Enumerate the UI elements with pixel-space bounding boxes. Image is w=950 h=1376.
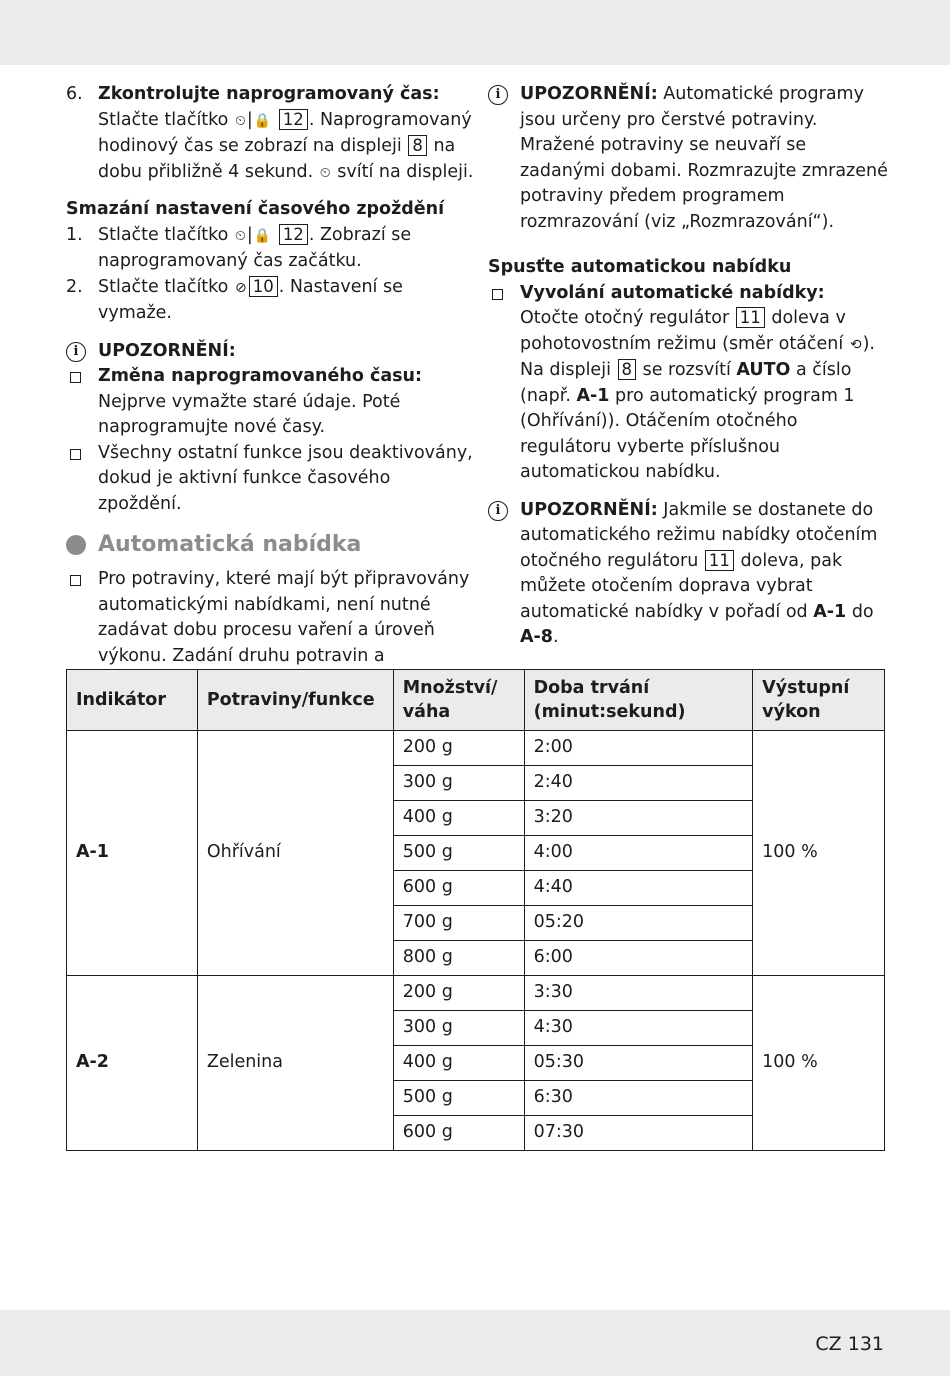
duration-cell: 4:30	[524, 1011, 753, 1046]
table-row	[67, 976, 885, 1011]
square-bullet-icon	[70, 449, 81, 460]
section-bullet: Pro potraviny, které mají být připravovány automatickými nabídkami, není nutné zadávat dobu procesu vaření a úroveň výkonu. Zadání druhu potravin a	[66, 567, 476, 695]
indicator-cell: A-1	[67, 731, 198, 976]
delete-step-2: 2. Stlačte tlačítko ⊘ 10 . Nastavení se vymaže.	[66, 276, 403, 323]
header-duration: Doba trvání (minut:sekund)	[524, 670, 753, 731]
table-header-row	[67, 670, 885, 731]
start-bullet: Vyvolání automatické nabídky: Otočte otočný regulátor 11 doleva v pohotovostním režimu (směr otáčení ⟲). Na displeji 8 se rozsvítí AUTO a číslo (např. A-1 pro automatický program 1 (Ohřívání)). Otáčením otočného regulátoru vyberte příslušnou automatickou nabídku.	[488, 281, 888, 486]
square-bullet-icon	[70, 372, 81, 383]
note-1-bullet-2: Všechny ostatní funkce jsou deaktivovány, dokud je aktivní funkce časového zpoždění.	[66, 441, 476, 518]
stop-icon: ⊘	[234, 279, 247, 296]
timer-icon: ⏲	[234, 112, 246, 129]
rotate-icon: ⟲	[849, 336, 862, 353]
amount-cell: 300 g	[393, 1011, 524, 1046]
info-icon: i	[488, 501, 508, 521]
power-cell: 100 %	[753, 976, 885, 1151]
amount-cell: 700 g	[393, 906, 524, 941]
square-bullet-icon	[70, 575, 81, 586]
step-6: 6. Zkontrolujte naprogramovaný čas: Stlačte tlačítko ⏲|🔒 12 . Naprogramovaný hodinový čas se zobrazí na displeji 8 na dobu přibližně 4 sekund. ⏲ svítí na displeji.	[66, 82, 476, 186]
info-icon: i	[66, 342, 86, 362]
duration-cell: 2:40	[524, 766, 753, 801]
auto-menu-table	[66, 669, 885, 1151]
power-cell: 100 %	[753, 731, 885, 976]
table-body	[67, 731, 885, 1151]
duration-cell: 05:30	[524, 1046, 753, 1081]
note-1-bullet-1: Změna naprogramovaného času: Nejprve vymažte staré údaje. Poté naprogramujte nové časy.	[66, 364, 476, 441]
footer-bar	[0, 1310, 950, 1376]
amount-cell: 200 g	[393, 976, 524, 1011]
duration-cell: 6:30	[524, 1081, 753, 1116]
amount-cell: 800 g	[393, 941, 524, 976]
header-amount: Množství/ váha	[393, 670, 524, 731]
amount-cell: 200 g	[393, 731, 524, 766]
amount-cell: 300 g	[393, 766, 524, 801]
timer-icon: ⏲	[319, 164, 331, 181]
amount-cell: 500 g	[393, 1081, 524, 1116]
delete-heading: Smazání nastavení časového zpoždění	[66, 199, 445, 219]
duration-cell: 3:30	[524, 976, 753, 1011]
lock-icon: 🔒	[253, 112, 272, 129]
duration-cell: 4:40	[524, 871, 753, 906]
note-1: i UPOZORNĚNÍ:	[66, 339, 476, 365]
duration-cell: 4:00	[524, 836, 753, 871]
step-6-title: Zkontrolujte naprogramovaný čas:	[98, 84, 440, 104]
left-column	[66, 82, 476, 695]
amount-cell: 600 g	[393, 871, 524, 906]
info-icon: i	[488, 85, 508, 105]
timer-icon: ⏲	[234, 227, 246, 244]
amount-cell: 500 g	[393, 836, 524, 871]
indicator-cell: A-2	[67, 976, 198, 1151]
start-heading: Spusťte automatickou nabídku	[488, 257, 792, 277]
header-indicator: Indikátor	[67, 670, 198, 731]
table-row	[67, 731, 885, 766]
section-dot-icon	[66, 535, 86, 555]
amount-cell: 400 g	[393, 801, 524, 836]
delete-step-1: 1. Stlačte tlačítko ⏲|🔒 12 . Zobrazí se naprogramovaný čas začátku.	[66, 224, 412, 271]
amount-cell: 600 g	[393, 1116, 524, 1151]
duration-cell: 6:00	[524, 941, 753, 976]
food-cell: Ohřívání	[197, 731, 393, 976]
note-2: i UPOZORNĚNÍ: Automatické programy jsou určeny pro čerstvé potraviny. Mražené potraviny se neuvaří se zadanými dobami. Rozmrazujte zmrazené potraviny předem programem rozmrazování (viz „Rozmrazování“).	[488, 82, 888, 235]
lock-icon: 🔒	[253, 227, 272, 244]
amount-cell: 400 g	[393, 1046, 524, 1081]
food-cell: Zelenina	[197, 976, 393, 1151]
right-column	[488, 82, 888, 651]
header-bar	[0, 0, 950, 65]
section-title: Automatická nabídka	[66, 531, 476, 559]
duration-cell: 07:30	[524, 1116, 753, 1151]
duration-cell: 05:20	[524, 906, 753, 941]
square-bullet-icon	[492, 289, 503, 300]
header-food: Potraviny/funkce	[197, 670, 393, 731]
duration-cell: 3:20	[524, 801, 753, 836]
page-number: CZ 131	[815, 1333, 884, 1355]
duration-cell: 2:00	[524, 731, 753, 766]
note-3: i UPOZORNĚNÍ: Jakmile se dostanete do automatického režimu nabídky otočením otočného regulátoru 11 doleva, pak můžete otočením doprava vybrat automatické nabídky v pořadí od A-1 do A-8.	[488, 498, 888, 651]
header-power: Výstupní výkon	[753, 670, 885, 731]
